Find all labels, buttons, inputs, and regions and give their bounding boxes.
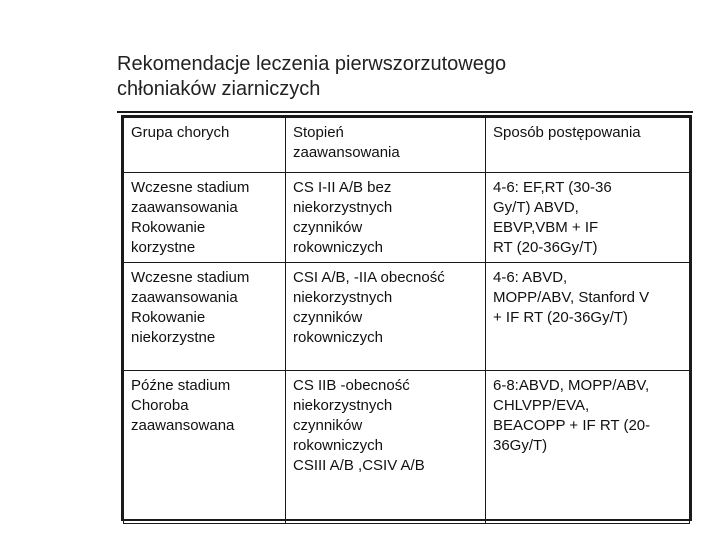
header-group: Grupa chorych — [131, 124, 230, 141]
cell-stage: CS IIB -obecność niekorzystnych czynników rokowniczych CSIII A/B ,CSIV A/B — [293, 377, 425, 474]
table-cell — [486, 371, 690, 524]
table-row — [124, 173, 690, 263]
table-cell — [124, 263, 286, 371]
treatment-table — [121, 115, 692, 521]
table-cell — [486, 173, 690, 263]
title-line-1: Rekomendacje leczenia pierwszorzutowego — [117, 53, 507, 75]
table-cell — [124, 173, 286, 263]
table-header-row — [124, 118, 690, 173]
header-cell — [486, 118, 690, 173]
table-cell — [124, 371, 286, 524]
cell-stage: CSI A/B, -IIA obecność niekorzystnych czynników rokowniczych — [293, 269, 445, 346]
top-rule — [117, 111, 693, 113]
table-cell — [286, 263, 486, 371]
cell-group: Późne stadium Choroba zaawansowana — [131, 377, 235, 434]
table-cell — [486, 263, 690, 371]
cell-group: Wczesne stadium zaawansowania Rokowanie korzystne — [131, 179, 250, 256]
slide-title — [117, 52, 506, 102]
header-cell — [124, 118, 286, 173]
cell-treatment: 4-6: ABVD, MOPP/ABV, Stanford V + IF RT (20-36Gy/T) — [493, 269, 650, 326]
table-row — [124, 263, 690, 371]
cell-stage: CS I-II A/B bez niekorzystnych czynników rokowniczych — [293, 179, 393, 256]
title-line-2: chłoniaków ziarniczych — [117, 78, 321, 100]
header-treatment: Sposób postępowania — [493, 124, 641, 141]
cell-group: Wczesne stadium zaawansowania Rokowanie niekorzystne — [131, 269, 250, 346]
table-cell — [286, 371, 486, 524]
table-grid — [123, 117, 690, 524]
header-stage: Stopień zaawansowania — [293, 124, 400, 161]
table-cell — [286, 173, 486, 263]
cell-treatment: 4-6: EF,RT (30-36 Gy/T) ABVD, EBVP,VBM + IF RT (20-36Gy/T) — [493, 179, 612, 256]
cell-treatment: 6-8:ABVD, MOPP/ABV, CHLVPP/EVA, BEACOPP + IF RT (20- 36Gy/T) — [493, 377, 651, 454]
header-cell — [286, 118, 486, 173]
table-row — [124, 371, 690, 524]
